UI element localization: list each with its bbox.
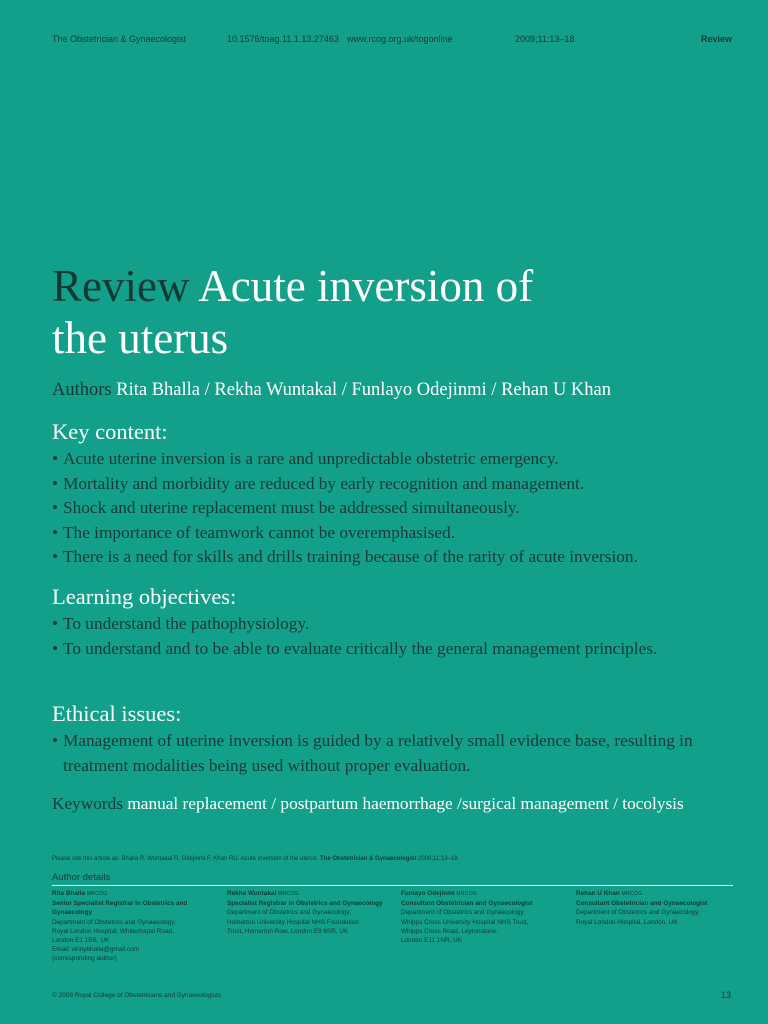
author-role: Senior Specialist Registrar in Obstetrics and Gynaecology — [52, 900, 188, 917]
keywords-text: manual replacement / postpartum haemorrhage /surgical management / tocolysis — [123, 794, 684, 813]
author-detail-name — [576, 889, 744, 899]
section-heading: Learning objectives: — [52, 584, 237, 609]
copyright: © 2009 Royal College of Obstetricians and Gynaecologists — [52, 992, 222, 999]
author-detail-name — [52, 889, 220, 899]
author-name: Rita Bhalla — [116, 380, 200, 400]
author-name: Rehan U Khan — [501, 380, 612, 400]
author-address: Department of Obstetrics and Gynaecology, Royal London Hospital, Whitechapel Road, London E1 1BB, UK Email: vinnybhalla@gmail.com (corresponding author) — [52, 918, 176, 963]
author-address: Department of Obstetrics and Gynaecology, Homerton University Hospital NHS Foundation Trust, Homerton Row, London E9 6SR, UK — [227, 909, 359, 935]
author-name: Rekha Wuntakal — [227, 890, 277, 897]
list-item: • The importance of teamwork cannot be overemphasised. — [52, 521, 742, 546]
page-number: 13 — [720, 990, 731, 1000]
key-content-section — [52, 418, 742, 570]
author-degree: MRCOG — [278, 891, 299, 897]
author-separator: / — [337, 380, 352, 400]
learning-objectives-list — [52, 612, 742, 661]
author-details-label: Author details — [52, 872, 111, 883]
section-heading: Key content: — [52, 419, 168, 444]
journal-url[interactable]: www.rcog.org.uk/togonline — [347, 34, 453, 44]
author-name: Rita Bhalla — [52, 890, 86, 897]
section-heading: Ethical issues: — [52, 701, 182, 726]
citation-suffix: 2009;11:13–18. — [416, 856, 460, 862]
ethical-issues-list — [52, 729, 742, 778]
authors-label: Authors — [52, 380, 112, 400]
authors-line — [52, 378, 752, 402]
author-name: Rekha Wuntakal — [214, 380, 338, 400]
list-item: • Management of uterine inversion is guided by a relatively small evidence base, resulting in treatment modalities being used without proper evaluation. — [52, 729, 742, 778]
key-content-list — [52, 447, 742, 570]
list-item: • There is a need for skills and drills training because of the rarity of acute inversion. — [52, 545, 742, 570]
learning-objectives-section — [52, 583, 742, 661]
doi[interactable]: 10.1576/toag.11.1.13.27463 — [227, 34, 339, 44]
list-item: • Acute uterine inversion is a rare and unpredictable obstetric emergency. — [52, 447, 742, 472]
year-pages: 2009;11:13–18 — [515, 34, 575, 44]
author-detail-card — [401, 889, 569, 945]
author-detail-card — [576, 889, 744, 927]
title-line-1: Acute inversion of — [198, 261, 534, 311]
author-name: Funlayo Odejinmi — [401, 890, 455, 897]
list-item: • Mortality and morbidity are reduced by early recognition and management. — [52, 472, 742, 497]
list-item: • To understand and to be able to evaluate critically the general management principles. — [52, 637, 742, 662]
author-address: Department of Obstetrics and Gynaecology, Royal London Hospital, London, UK — [576, 909, 700, 926]
journal-name: The Obstetrician & Gynaecologist — [52, 34, 187, 44]
keywords-label: Keywords — [52, 794, 124, 813]
title-line-2: the uterus — [52, 313, 229, 363]
article-title — [52, 260, 672, 364]
author-separator: / — [486, 380, 502, 400]
title-prefix: Review — [52, 261, 190, 311]
ethical-issues-section — [52, 700, 742, 778]
author-detail-name — [401, 889, 569, 899]
citation-line — [52, 856, 459, 862]
author-name: Rehan U Khan — [576, 890, 620, 897]
author-role: Specialist Registrar in Obstetrics and Gynaecology — [227, 900, 383, 908]
running-header — [52, 34, 732, 48]
author-degree: MRCOG — [456, 891, 478, 897]
author-role: Consultant Obstetrician and Gynaecologist — [576, 900, 708, 908]
author-detail-card — [52, 889, 220, 964]
author-name: Funlayo Odejinmi — [351, 380, 487, 400]
list-item: • To understand the pathophysiology. — [52, 612, 742, 637]
author-degree: MRCOG — [621, 891, 643, 897]
divider — [52, 885, 733, 886]
author-detail-name — [227, 889, 395, 899]
author-degree: MRCOG — [86, 891, 108, 897]
author-detail-card — [227, 889, 395, 936]
keywords-line — [52, 792, 742, 817]
author-role: Consultant Obstetrician and Gynaecologist — [401, 900, 533, 908]
section-label: Review — [700, 34, 732, 44]
citation-journal: The Obstetrician & Gynaecologist — [320, 856, 417, 862]
author-separator: / — [200, 380, 215, 400]
author-address: Department of Obstetrics and Gynaecology, Whipps Cross University Hospital NHS Trust, Whipps Cross Road, Leytonstone, London E11 1NR, UK — [401, 909, 529, 945]
citation-prefix: Please cite this article as: Bhalla R, Wuntakal R, Odejinmi F, Khan RU. Acute inversion of the uterus. — [52, 856, 321, 862]
list-item: • Shock and uterine replacement must be addressed simultaneously. — [52, 496, 742, 521]
